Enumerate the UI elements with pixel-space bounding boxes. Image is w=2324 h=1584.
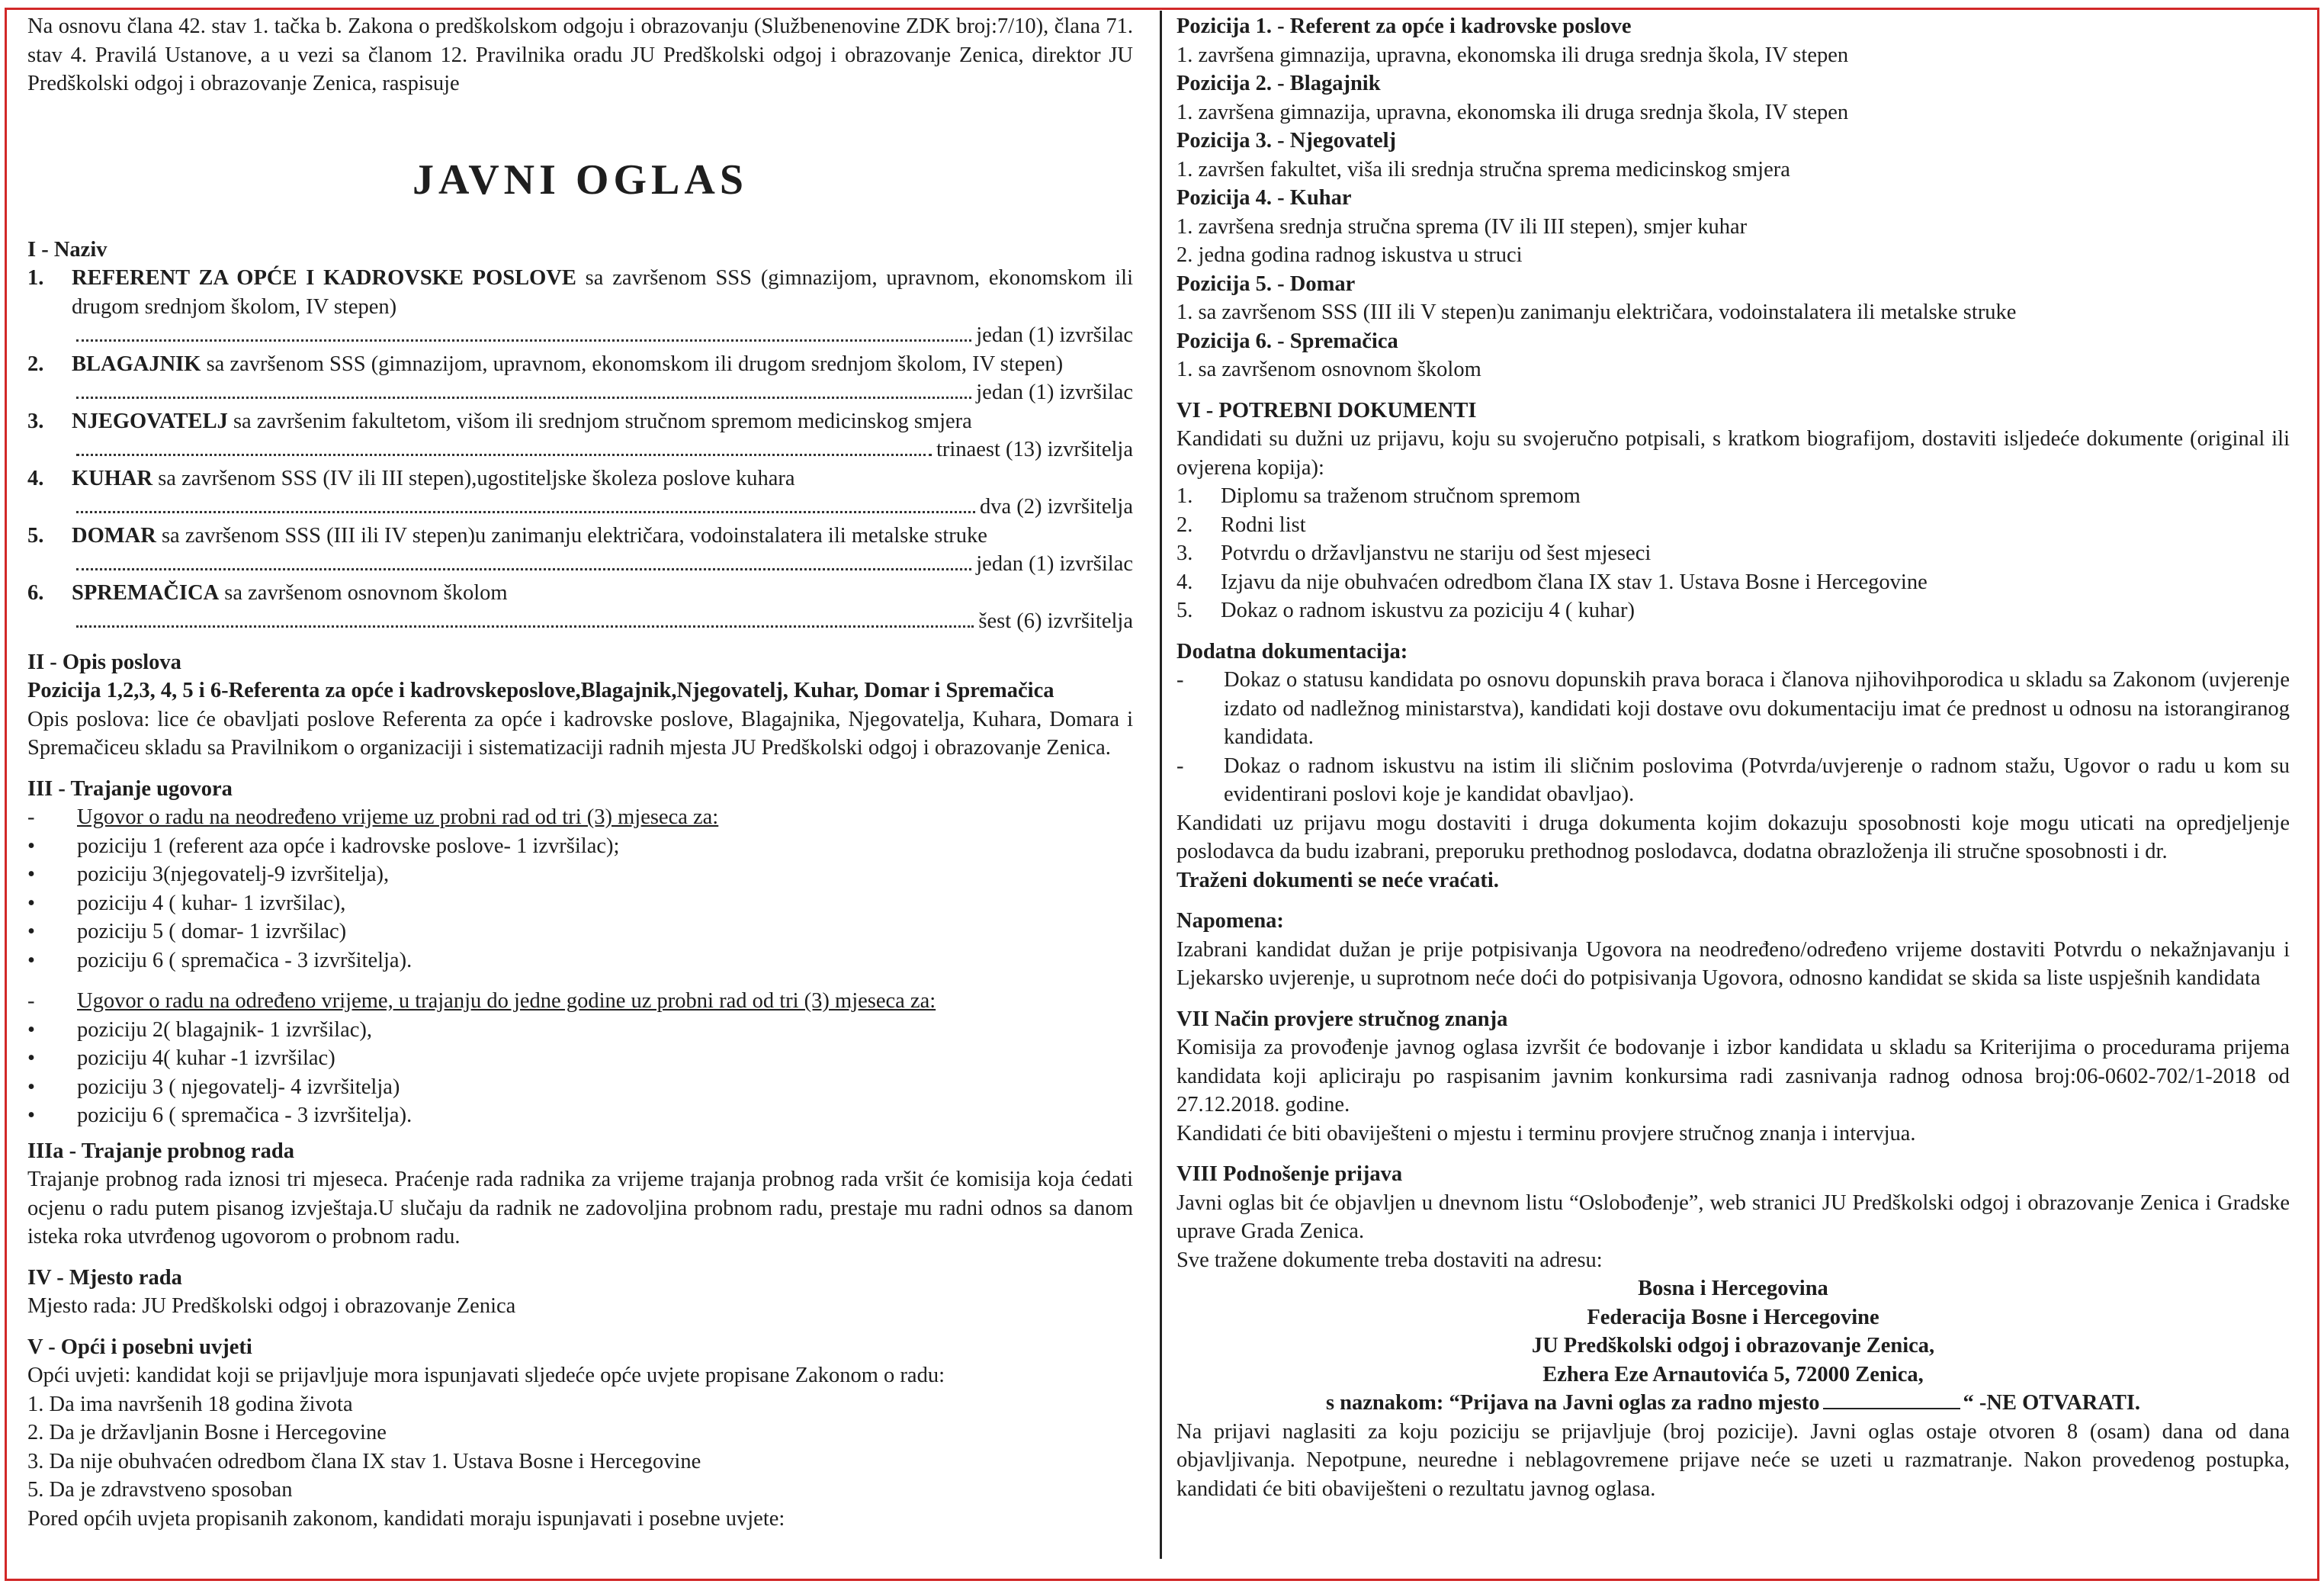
item-number: 5. — [1176, 599, 1193, 622]
bullet: • — [27, 1104, 35, 1127]
section-heading: VIII Podnošenje prijava — [1176, 1162, 1403, 1186]
item-count-line — [72, 378, 1133, 407]
list-item — [27, 917, 1133, 946]
list-item — [27, 889, 1133, 918]
item-count: dva (2) izvršitelja — [979, 495, 1133, 519]
position-requirement: 1. sa završenom osnovnom školom — [1176, 358, 1481, 381]
list-item-text: poziciju 4 ( kuhar- 1 izvršilac), — [77, 891, 346, 915]
item-body — [72, 522, 1133, 579]
column-divider — [1160, 11, 1162, 1559]
document-item — [1176, 539, 2290, 568]
list-item-text: poziciju 2( blagajnik- 1 izvršilac), — [77, 1017, 372, 1042]
position-requirement: 1. završena gimnazija, upravna, ekonomska ili druga srednja škola, IV stepen — [1176, 100, 1849, 124]
page-title: JAVNI OGLAS — [412, 156, 748, 204]
item-body — [72, 464, 1133, 522]
item-number: 3. — [1176, 541, 1193, 565]
item-number: 2. — [27, 352, 44, 376]
item-text: SPREMAČICA sa završenom osnovnom školom — [72, 580, 508, 605]
position-item — [27, 464, 1133, 522]
position-heading: Pozicija 1. - Referent za opće i kadrovske poslove — [1176, 14, 1632, 38]
section-text: Javni oglas bit će objavljen u dnevnom listu “Oslobođenje”, web stranici JU Predškolski odgoj i obrazovanje Zenica i Gradske uprave Grada Zenica. — [1176, 1190, 2290, 1243]
position-requirement: 1. završen fakultet, viša ili srednja stručna sprema medicinskog smjera — [1176, 157, 1790, 182]
item-text: Diplomu sa traženom stručnom spremom — [1221, 484, 1581, 508]
bullet: • — [27, 920, 35, 943]
document-item — [1176, 568, 2290, 597]
address-line: Bosna i Hercegovina — [1638, 1277, 1828, 1300]
additional-doc-item — [1176, 666, 2290, 752]
section-heading: I - Naziv — [27, 237, 108, 262]
position-requirement: 2. jedna godina radnog iskustva u struci — [1176, 243, 1523, 267]
position-requirement: 1. završena srednja stručna sprema (IV ili III stepen), smjer kuhar — [1176, 214, 1748, 239]
item-count: jedan (1) izvršilac — [976, 552, 1133, 576]
list-item-text: poziciju 1 (referent aza opće i kadrovske poslove- 1 izvršilac); — [77, 834, 620, 858]
section-text: Na prijavi naglasiti za koju poziciju se prijavljuje (broj pozicije). Javni oglas ostaje otvoren 8 (osam) dana od dana objavljivanja. Nepotpune, neuredne i neblagovremene prijave neće se uzeti u razmatranje. Nakon provedenog postupka, kandidati će biti obaviješteni o rezultatu javnog oglasa. — [1176, 1419, 2290, 1501]
left-column — [27, 12, 1133, 1533]
item-name: REFERENT ZA OPĆE I KADROVSKE POSLOVE — [72, 266, 576, 290]
position-heading: Pozicija 5. - Domar — [1176, 271, 1356, 296]
list-item — [27, 1016, 1133, 1045]
address-line: JU Predškolski odgoj i obrazovanje Zenica, — [1531, 1334, 1935, 1357]
section-heading: VII Način provjere stručnog znanja — [1176, 1007, 1508, 1031]
item-count: jedan (1) izvršilac — [976, 323, 1133, 347]
bullet: • — [27, 834, 35, 858]
item-number: 4. — [1176, 570, 1193, 594]
item-body — [72, 264, 1133, 350]
item-body — [72, 350, 1133, 407]
bullet: • — [27, 1017, 35, 1042]
contract-list — [27, 832, 1133, 975]
section-text: Opis poslova: lice će obavljati poslove Referenta za opće i kadrovske poslove, Blagajnika, Njegovatelja, Kuhara, Domara i Spremačiceu skladu sa Pravilnikom o organizaciji i sistematizaciji radnih mjesta JU Predškolski odgoj i obrazovanje Zenica. — [27, 707, 1133, 760]
list-item-text: poziciju 6 ( spremačica - 3 izvršitelja). — [77, 948, 412, 972]
list-item — [27, 832, 1133, 861]
item-text: REFERENT ZA OPĆE I KADROVSKE POSLOVE sa završenom SSS (gimnazijom, upravnom, ekonomskom ili drugom srednjom školom, IV stepen) — [72, 266, 1133, 319]
item-text: DOMAR sa završenom SSS (III ili IV stepen)u zanimanju električara, vodoinstalatera ili metalske struke — [72, 523, 987, 548]
item-number: 6. — [27, 580, 44, 605]
item-count-line — [72, 607, 1133, 636]
condition-item: 5. Da je zdravstveno sposoban — [27, 1478, 293, 1502]
section-text: Pored općih uvjeta propisanih zakonom, kandidati moraju ispunjavati i posebne uvjete: — [27, 1506, 785, 1531]
address-block — [1176, 1274, 2290, 1389]
list-item — [27, 1073, 1133, 1102]
condition-item: 1. Da ima navršenih 18 godina života — [27, 1392, 353, 1416]
document-item — [1176, 482, 2290, 511]
position-heading: Pozicija 3. - Njegovatelj — [1176, 129, 1397, 153]
item-text: Dokaz o statusu kandidata po osnovu dopunskih prava boraca i članova njihovihporodica u skladu sa Zakonom (uvjerenje izdato od nadležnog ministarstva), kandidati koji dostave ovu dokumentaciju imat će prednost u odnosu na istorangiranog kandidata. — [1224, 668, 2290, 749]
item-name: DOMAR — [72, 523, 156, 548]
additional-docs-list — [1176, 666, 2290, 809]
contract-heading: - Ugovor o radu na određeno vrijeme, u trajanju do jedne godine uz probni rad od tri (3) mjeseca za: — [27, 989, 936, 1013]
section-text: Kandidati su dužni uz prijavu, koju su svojeručno potpisali, s kratkom biografijom, dostaviti isljedeće dokumente (original ili ovjerena kopija): — [1176, 427, 2290, 480]
list-item-text: poziciju 6 ( spremačica - 3 izvršitelja). — [77, 1104, 412, 1127]
section-heading: VI - POTREBNI DOKUMENTI — [1176, 398, 1477, 423]
section-text: Komisija za provođenje javnog oglasa izvršit će bodovanje i izbor kandidata u skladu sa Kriterijima o procedurama prijema kandidata koji apliciraju po raspisanim javnim konkursima radi zasnivanja radnog odnosa broj:06-0602-702/1-2018 od 27.12.2018. godine. — [1176, 1036, 2290, 1117]
leader-dots — [76, 397, 971, 399]
section-heading: II - Opis poslova — [27, 650, 181, 674]
leader-dots — [76, 339, 971, 342]
item-text: Izjavu da nije obuhvaćen odredbom člana IX stav 1. Ustava Bosne i Hercegovine — [1221, 570, 1928, 594]
bullet: • — [27, 948, 35, 972]
item-number: 1. — [27, 266, 44, 290]
item-name: SPREMAČICA — [72, 580, 220, 605]
document-item — [1176, 511, 2290, 540]
section-text: Kandidati uz prijavu mogu dostaviti i druga dokumenta kojim dokazuju sposobnosti koje mogu uticati na opredjeljenje poslodavca da budu izabrani, preporuku prethodnog poslodavca, dodatna obrazloženja ili stručne sposobnosti i dr. — [1176, 811, 2290, 863]
section-text: Mjesto rada: JU Predškolski odgoj i obrazovanje Zenica — [27, 1294, 516, 1318]
section-heading: V - Opći i posebni uvjeti — [27, 1335, 252, 1359]
item-count-line — [72, 321, 1133, 350]
conditions-list — [27, 1390, 1133, 1505]
envelope-note: s naznakom: “Prijava na Javni oglas za radno mjesto “ -NE OTVARATI. — [1325, 1391, 2141, 1415]
list-item — [27, 946, 1133, 975]
list-item-text: poziciju 3 ( njegovatelj- 4 izvršitelja) — [77, 1075, 400, 1099]
item-count: jedan (1) izvršilac — [976, 381, 1133, 404]
item-number: 5. — [27, 523, 44, 548]
section-text: Trajanje probnog rada iznosi tri mjeseca. Praćenje rada radnika za vrijeme trajanja probnog rada vršit će komisija koja ćedati ocjenu o radu putem pisanog izvještaja.U slučaju da radnik ne zadovoljina probnom radu, prestaje mu radni odnos sa danom isteka roka utvrđenog ugovorom o probnom radu. — [27, 1168, 1133, 1248]
section-heading: IV - Mjesto rada — [27, 1265, 182, 1290]
bullet: • — [27, 891, 35, 915]
condition-item: 2. Da je državljanin Bosne i Hercegovine — [27, 1421, 387, 1444]
section-heading: Dodatna dokumentacija: — [1176, 639, 1408, 663]
list-item — [27, 860, 1133, 889]
item-text: Potvrdu o državljanstvu ne stariju od šest mjeseci — [1221, 541, 1652, 565]
position-requirement: 1. sa završenom SSS (III ili V stepen)u zanimanju električara, vodoinstalatera ili metalske struke — [1176, 300, 2017, 324]
item-body — [72, 579, 1133, 636]
dash-marker: - — [1176, 753, 1184, 778]
item-text: Dokaz o radnom iskustvu za poziciju 4 ( kuhar) — [1221, 599, 1635, 622]
position-item — [27, 522, 1133, 579]
leader-dots — [76, 568, 971, 570]
item-number: 1. — [1176, 484, 1193, 508]
list-item-text: poziciju 3(njegovatelj-9 izvršitelja), — [77, 863, 390, 886]
item-count-line — [72, 493, 1133, 522]
position-heading: Pozicija 6. - Spremačica — [1176, 329, 1398, 353]
right-column — [1176, 12, 2290, 1503]
list-item — [27, 1101, 1133, 1130]
position-item — [27, 579, 1133, 636]
position-requirement: 1. završena gimnazija, upravna, ekonomska ili druga srednja škola, IV stepen — [1176, 43, 1849, 67]
section-subheading: Pozicija 1,2,3, 4, 5 i 6-Referenta za opće i kadrovskeposlove,Blagajnik,Njegovatelj, Kuhar, Domar i Spremačica — [27, 679, 1054, 702]
bullet: • — [27, 1046, 35, 1070]
item-text: NJEGOVATELJ sa završenim fakultetom, višom ili srednjom stručnom spremom medicinskog smjera — [72, 409, 972, 433]
item-count-line — [72, 550, 1133, 579]
position-item — [27, 264, 1133, 350]
position-heading: Pozicija 4. - Kuhar — [1176, 186, 1352, 210]
section-text: Sve tražene dokumente treba dostaviti na adresu: — [1176, 1248, 1603, 1272]
documents-list — [1176, 482, 2290, 625]
item-count-line — [72, 435, 1133, 464]
intro-paragraph: Na osnovu člana 42. stav 1. tačka b. Zakona o predškolskom odgoju i obrazovanju (Službenenovine ZDK broj:7/10), člana 71. stav 4. Pravilá Ustanove, a u vezi sa članom 12. Pravilnika oradu JU Predškolski odgoj i obrazovanje Zenica, direktor JU Predškolski odgoj i obrazovanje Zenica, raspisuje — [27, 14, 1133, 95]
leader-dots — [76, 511, 975, 513]
position-heading: Pozicija 2. - Blagajnik — [1176, 72, 1381, 95]
item-body — [72, 407, 1133, 464]
item-text: Dokaz o radnom iskustvu na istim ili sličnim poslovima (Potvrda/uvjerenje o radnom stažu, Ugovor o radu u kom su evidentirani poslovi koje je kandidat obavljao). — [1224, 753, 2290, 806]
position-requirements — [1176, 12, 2290, 384]
section-text: Izabrani kandidat dužan je prije potpisivanja Ugovora na neodređeno/određeno vrijeme dostaviti Potvrdu o nekažnjavanju i Ljekarsko uvjerenje, u suprotnom neće doći do potpisivanja Ugovora, odnosno kandidat se skida sa liste uspješnih kandidata — [1176, 937, 2290, 990]
contract-list — [27, 1016, 1133, 1130]
item-text: KUHAR sa završenom SSS (IV ili III stepen),ugostiteljske školeza poslove kuhara — [72, 466, 795, 490]
list-item — [27, 1044, 1133, 1073]
list-item-text: poziciju 4( kuhar -1 izvršilac) — [77, 1046, 335, 1070]
dash-marker: - — [1176, 668, 1184, 692]
section-text: Kandidati će biti obaviješteni o mjestu i terminu provjere stručnog znanja i intervjua. — [1176, 1121, 1916, 1145]
additional-doc-item — [1176, 752, 2290, 809]
list-item-text: poziciju 5 ( domar- 1 izvršilac) — [77, 920, 347, 943]
bullet: • — [27, 863, 35, 886]
leader-dots — [76, 454, 932, 456]
item-text: Rodni list — [1221, 512, 1306, 537]
position-list — [27, 264, 1133, 636]
item-count: šest (6) izvršitelja — [978, 609, 1133, 633]
document-item — [1176, 596, 2290, 625]
position-item — [27, 407, 1133, 464]
item-number: 2. — [1176, 512, 1193, 537]
section-heading: III - Trajanje ugovora — [27, 776, 233, 801]
position-item — [27, 350, 1133, 407]
item-name: BLAGAJNIK — [72, 352, 201, 376]
item-name: KUHAR — [72, 466, 153, 490]
item-number: 3. — [27, 409, 44, 433]
item-count: trinaest (13) izvršitelja — [936, 438, 1133, 461]
item-name: NJEGOVATELJ — [72, 409, 228, 433]
address-line: Ezhera Eze Arnautovića 5, 72000 Zenica, — [1542, 1362, 1924, 1386]
condition-item: 3. Da nije obuhvaćen odredbom člana IX stav 1. Ustava Bosne i Hercegovine — [27, 1449, 701, 1473]
section-heading: IIIa - Trajanje probnog rada — [27, 1139, 294, 1163]
section-heading: Napomena: — [1176, 909, 1284, 933]
item-number: 4. — [27, 466, 44, 490]
bullet: • — [27, 1075, 35, 1099]
contract-heading: - Ugovor o radu na neodređeno vrijeme uz probni rad od tri (3) mjeseca za: — [27, 805, 719, 829]
item-text: BLAGAJNIK sa završenom SSS (gimnazijom, upravnom, ekonomskom ili drugom srednjom školom, IV stepen) — [72, 352, 1064, 376]
leader-dots — [76, 625, 974, 628]
notice-bold: Traženi dokumenti se neće vraćati. — [1176, 868, 1499, 892]
section-text: Opći uvjeti: kandidat koji se prijavljuje mora ispunjavati sljedeće opće uvjete propisane Zakonom o radu: — [27, 1364, 945, 1387]
address-line: Federacija Bosne i Hercegovine — [1587, 1305, 1879, 1329]
